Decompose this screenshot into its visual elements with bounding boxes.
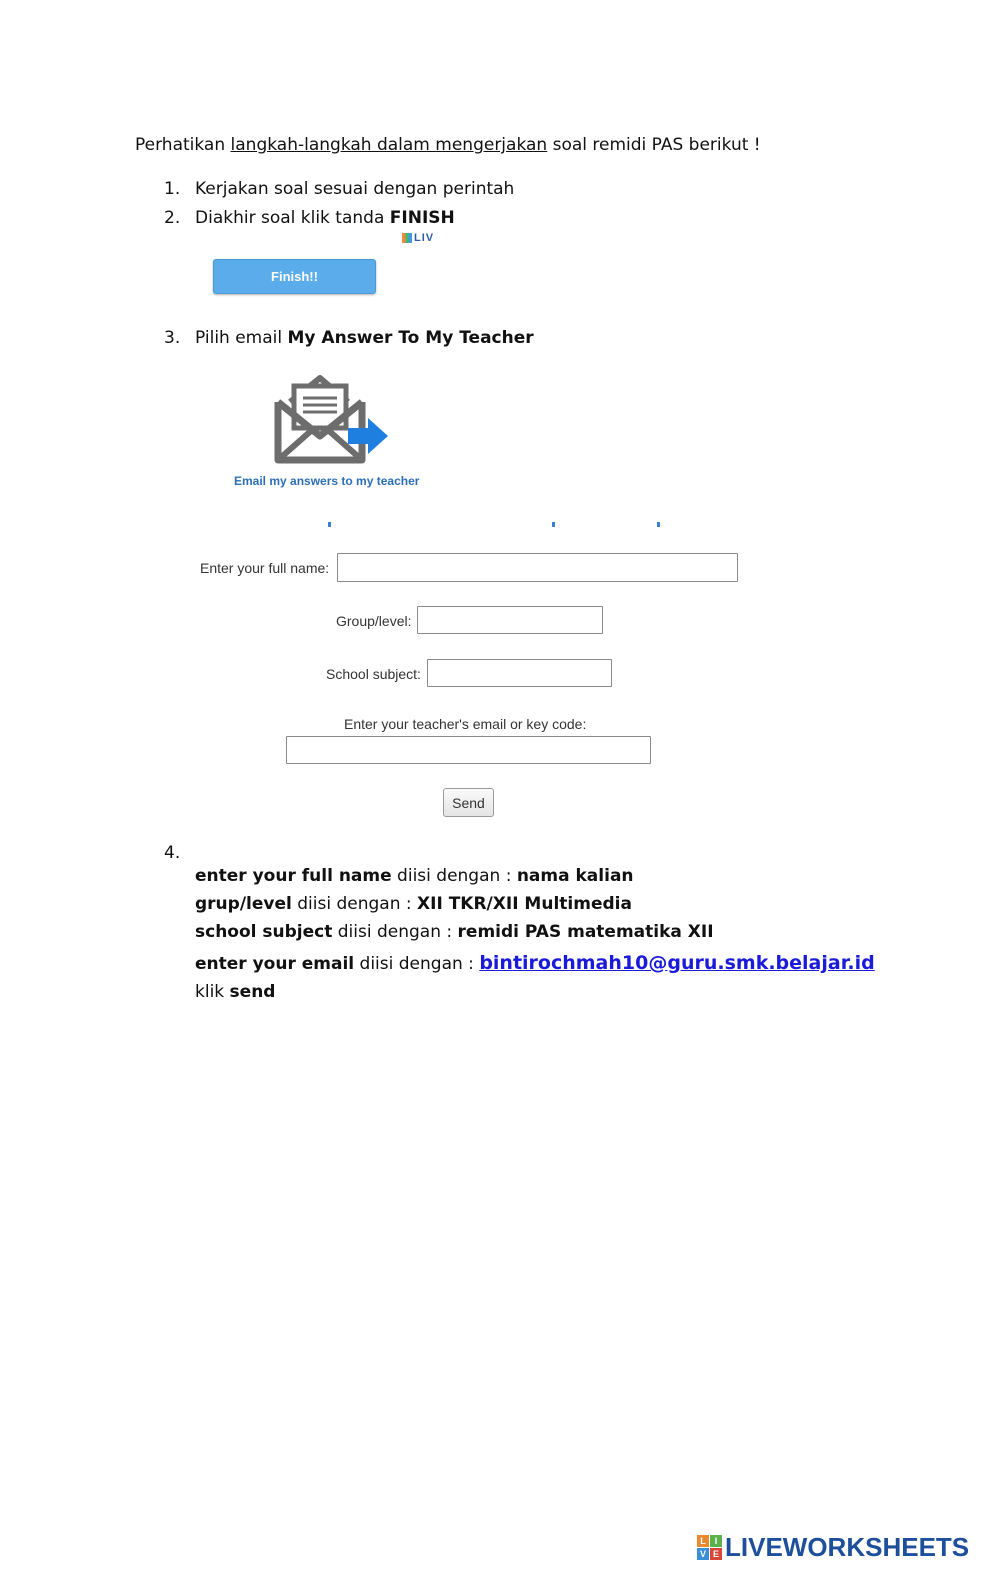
logo-squares-icon	[402, 233, 412, 243]
cropped-text-fragment	[552, 522, 555, 527]
step-text	[195, 327, 534, 349]
step-text	[195, 207, 455, 229]
intro-suffix: soal remidi PAS berikut !	[547, 135, 761, 155]
mini-liveworksheets-logo	[402, 232, 434, 244]
step-text-bold: FINISH	[389, 208, 455, 228]
instruction-plain: diisi dengan :	[291, 894, 418, 914]
instruction-send	[195, 981, 275, 1003]
instruction-key: enter your full name	[195, 866, 392, 886]
logo-letter: E	[710, 1548, 722, 1560]
instruction-key: send	[229, 982, 276, 1002]
liveworksheets-logo	[697, 1532, 969, 1563]
mini-logo-text: LIV	[414, 232, 435, 244]
cropped-text-fragment	[657, 522, 660, 527]
instruction-plain: diisi dengan :	[332, 922, 458, 942]
instruction-key: enter your email	[195, 954, 355, 974]
email-caption[interactable]: Email my answers to my teacher	[234, 474, 420, 488]
instruction-plain: diisi dengan :	[354, 954, 480, 974]
instruction-group	[195, 893, 632, 915]
intro-underlined: langkah-langkah dalam mengerjakan	[230, 135, 548, 155]
school-subject-label: School subject:	[326, 666, 421, 682]
step-text-plain: Diakhir soal klik tanda	[195, 208, 390, 228]
instruction-subject	[195, 921, 714, 943]
instruction-plain: diisi dengan :	[391, 866, 517, 886]
intro-text	[135, 134, 761, 156]
step-number: 2.	[164, 208, 181, 228]
teacher-email-input[interactable]	[286, 736, 651, 764]
instruction-plain: klik	[195, 982, 230, 1002]
step-4-number: 4.	[164, 843, 181, 863]
instruction-key: school subject	[195, 922, 333, 942]
step-number: 1.	[164, 179, 181, 199]
intro-prefix: Perhatikan	[135, 135, 231, 155]
step-text-bold: My Answer To My Teacher	[287, 328, 534, 348]
teacher-email-label: Enter your teacher's email or key code:	[344, 716, 587, 732]
step-text-plain: Pilih email	[195, 328, 288, 348]
teacher-email-link[interactable]: bintirochmah10@guru.smk.belajar.id	[479, 952, 875, 974]
instruction-value: XII TKR/XII Multimedia	[417, 894, 632, 914]
full-name-input[interactable]	[337, 553, 738, 582]
school-subject-input[interactable]	[427, 659, 612, 687]
cropped-text-fragment	[328, 522, 331, 527]
instruction-key: grup/level	[195, 894, 292, 914]
instruction-value: remidi PAS matematika XII	[457, 922, 714, 942]
step-1	[0, 178, 1000, 200]
finish-button[interactable]: Finish!!	[213, 259, 376, 294]
instruction-full-name	[195, 865, 634, 887]
logo-grid-icon	[697, 1535, 722, 1560]
step-3	[0, 327, 1000, 349]
step-2	[0, 207, 1000, 229]
group-level-input[interactable]	[417, 606, 603, 634]
full-name-label: Enter your full name:	[200, 560, 330, 576]
email-send-icon[interactable]	[270, 372, 395, 468]
logo-letter: I	[710, 1535, 722, 1547]
group-level-label: Group/level:	[336, 613, 412, 629]
step-number: 3.	[164, 328, 181, 348]
step-text: Kerjakan soal sesuai dengan perintah	[195, 179, 515, 199]
send-button[interactable]: Send	[443, 788, 494, 817]
instruction-value: nama kalian	[516, 866, 634, 886]
instruction-email	[195, 952, 875, 975]
logo-letter: V	[697, 1548, 709, 1560]
logo-letter: L	[697, 1535, 709, 1547]
brand-name: LIVEWORKSHEETS	[725, 1532, 970, 1562]
